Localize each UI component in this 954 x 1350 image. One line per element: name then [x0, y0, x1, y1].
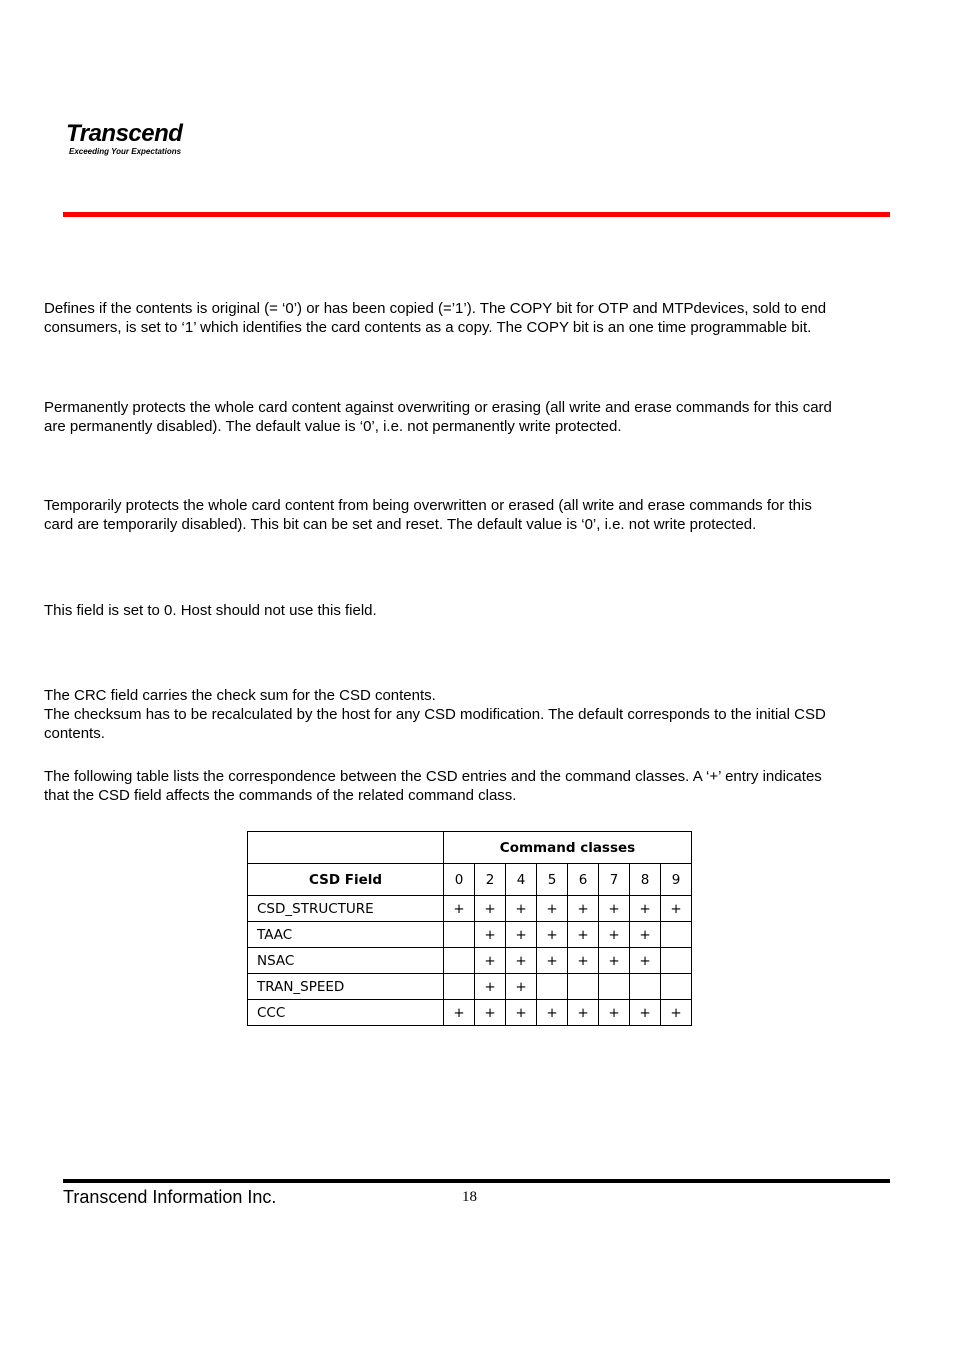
- table-cell: +: [475, 896, 506, 922]
- table-cell: +: [599, 1000, 630, 1026]
- table-cell: +: [599, 948, 630, 974]
- table-corner-cell: [248, 832, 444, 864]
- table-cell: +: [568, 1000, 599, 1026]
- table-cell: +: [475, 948, 506, 974]
- table-cell: [444, 922, 475, 948]
- table-cell: +: [568, 922, 599, 948]
- table-cell: +: [506, 974, 537, 1000]
- csd-field-header: CSD Field: [248, 864, 444, 896]
- table-cell: [444, 948, 475, 974]
- table-cell: +: [661, 896, 692, 922]
- row-field-name: TRAN_SPEED: [248, 974, 444, 1000]
- table-row: [248, 1000, 692, 1026]
- table-cell: [599, 974, 630, 1000]
- table-cell: +: [537, 896, 568, 922]
- page-number: 18: [462, 1189, 477, 1205]
- table-cell: +: [444, 1000, 475, 1026]
- table-cell: [630, 974, 661, 1000]
- table-cell: +: [568, 896, 599, 922]
- class-header-cell: 9: [661, 864, 692, 896]
- footer-divider: [63, 1179, 890, 1183]
- table-cell: [537, 974, 568, 1000]
- table-row: [248, 974, 692, 1000]
- table-cell: +: [444, 896, 475, 922]
- table-cell: [661, 922, 692, 948]
- class-header-cell: 5: [537, 864, 568, 896]
- footer-company-name: Transcend Information Inc.: [63, 1187, 277, 1207]
- row-field-name: NSAC: [248, 948, 444, 974]
- row-field-name: CCC: [248, 1000, 444, 1026]
- table-row: [248, 948, 692, 974]
- row-field-name: CSD_STRUCTURE: [248, 896, 444, 922]
- table-cell: +: [568, 948, 599, 974]
- table-cell: +: [506, 1000, 537, 1026]
- class-header-cell: 6: [568, 864, 599, 896]
- table-cell: +: [630, 948, 661, 974]
- table-row: [248, 922, 692, 948]
- table-cell: [568, 974, 599, 1000]
- perm-write-protect-description: Permanently protects the whole card content against overwriting or erasing (all write and erase commands for this card are permanently disabled). The default value is ‘0’, i.e. not permanently write protected.: [44, 399, 832, 435]
- table-cell: +: [506, 896, 537, 922]
- table-cell: +: [506, 948, 537, 974]
- logo-wordmark: Transcend: [66, 120, 183, 147]
- table-cell: +: [506, 922, 537, 948]
- class-header-cell: 4: [506, 864, 537, 896]
- tmp-write-protect-description: Temporarily protects the whole card content from being overwritten or erased (all write and erase commands for this card are temporarily disabled). This bit can be set and reset. The default value is ‘0’, i.e. not write protected.: [44, 497, 812, 533]
- class-header-cell: 2: [475, 864, 506, 896]
- transcend-logo: [66, 121, 182, 157]
- class-header-cell: 7: [599, 864, 630, 896]
- reserved-field-description: This field is set to 0. Host should not use this field.: [44, 602, 377, 619]
- table-cell: +: [537, 1000, 568, 1026]
- table-cell: +: [475, 1000, 506, 1026]
- row-field-name: TAAC: [248, 922, 444, 948]
- table-cell: +: [537, 948, 568, 974]
- table-cell: +: [630, 896, 661, 922]
- table-cell: +: [661, 1000, 692, 1026]
- crc-description: The CRC field carries the check sum for the CSD contents. The checksum has to be recalculated by the host for any CSD modification. The default corresponds to the initial CSD contents.: [44, 687, 826, 742]
- table-cell: +: [599, 922, 630, 948]
- table-intro: The following table lists the correspondence between the CSD entries and the command classes. A ‘+’ entry indicates that the CSD field affects the commands of the related command class.: [44, 768, 822, 804]
- class-header-cell: 8: [630, 864, 661, 896]
- header-divider: [63, 212, 890, 217]
- table-cell: +: [537, 922, 568, 948]
- table-cell: [661, 948, 692, 974]
- table-cell: [661, 974, 692, 1000]
- table-cell: +: [630, 1000, 661, 1026]
- command-classes-header: Command classes: [444, 832, 692, 864]
- table-cell: +: [475, 974, 506, 1000]
- class-header-cell: 0: [444, 864, 475, 896]
- table-cell: +: [475, 922, 506, 948]
- table-row: [248, 896, 692, 922]
- table-cell: +: [630, 922, 661, 948]
- table-cell: [444, 974, 475, 1000]
- table-cell: +: [599, 896, 630, 922]
- logo-tagline: Exceeding Your Expectations: [69, 147, 182, 156]
- copy-bit-description: Defines if the contents is original (= ‘0’) or has been copied (=’1’). The COPY bit for OTP and MTPdevices, sold to end consumers, is set to ‘1’ which identifies the card contents as a copy. The COPY bit is an one time programmable bit.: [44, 300, 827, 336]
- csd-command-class-table: [247, 831, 692, 1026]
